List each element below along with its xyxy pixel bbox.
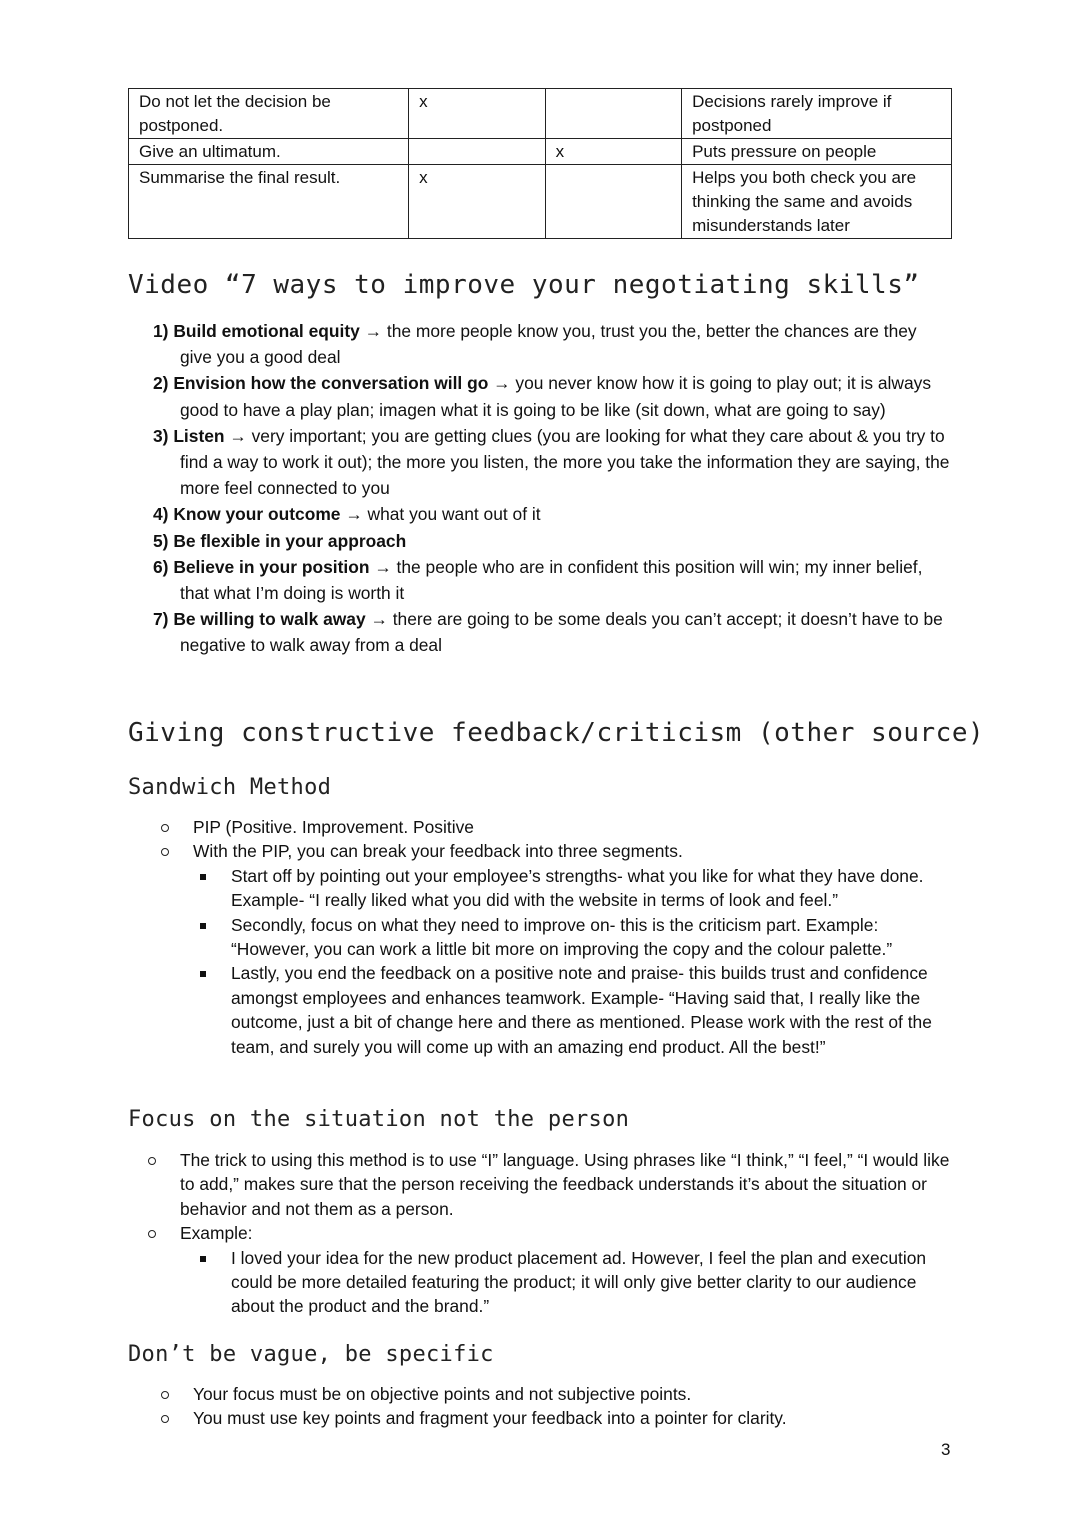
- square-bullet-icon: [200, 923, 206, 929]
- square-bullet-icon: [200, 971, 206, 977]
- point-text: The trick to using this method is to use “I” language. Using phrases like “I think,” “I feel,” “I would like to add,” makes sure that the person receiving the feedback understands it’s about the situation or behavior and not them as a person.: [180, 1150, 950, 1219]
- tip-number: 7): [153, 609, 169, 630]
- page-number: 3: [941, 1440, 951, 1459]
- list-item: [153, 423, 953, 502]
- sandwich-heading: Sandwich Method: [128, 775, 332, 800]
- list-item: [128, 913, 952, 962]
- list-item: [128, 815, 952, 839]
- tip-text: what you want out of it: [362, 504, 541, 525]
- subpoint-text: Lastly, you end the feedback on a positive note and praise- this builds trust and confidence amongst employees and enhances teamwork. Example- “Having said that, I really like the outcome, just a bit of change here and there as mentioned. Please work with the rest of the team, and surely you will come up with an amazing end product. All the best!”: [231, 963, 932, 1057]
- table-row: [129, 139, 952, 165]
- list-item: [128, 864, 952, 913]
- mark-cell: x: [545, 139, 681, 165]
- list-item: [128, 1246, 952, 1319]
- tip-number: 6): [153, 556, 169, 577]
- circle-bullet-icon: [148, 1230, 156, 1238]
- situation-list: [128, 1148, 952, 1319]
- subpoint-text: I loved your idea for the new product placement ad. However, I feel the plan and execution could be more detailed featuring the product; it will only give better clarity to our audience about the product and the brand.”: [231, 1247, 927, 1317]
- tip-title: Listen: [173, 425, 225, 446]
- tip-cell: Do not let the decision be postponed.: [129, 89, 409, 139]
- specific-list: [128, 1382, 952, 1431]
- note-cell: Decisions rarely improve if postponed: [682, 89, 952, 139]
- point-text: You must use key points and fragment your feedback into a pointer for clarity.: [193, 1408, 787, 1429]
- arrow-icon: →: [345, 504, 363, 525]
- list-item: [128, 1382, 952, 1406]
- table-row: [129, 165, 952, 239]
- list-item: [153, 318, 953, 370]
- tip-text: the people who are in confident this position will win; my inner belief, that what I’m doing is worth it: [180, 556, 923, 604]
- point-text: PIP (Positive. Improvement. Positive: [193, 817, 474, 837]
- tip-title: Be flexible in your approach: [173, 530, 407, 551]
- tip-number: 1): [153, 321, 169, 341]
- tip-text: you never know how it is going to play out; it is always good to have a play plan; imagen what it is going to be like (sit down, what are going to say): [180, 373, 932, 420]
- point-text: With the PIP, you can break your feedback into three segments.: [193, 841, 683, 862]
- list-item: [128, 961, 952, 1059]
- tip-title: Believe in your position: [173, 556, 370, 577]
- circle-bullet-icon: [161, 848, 169, 856]
- mark-cell: [409, 139, 545, 165]
- list-item: [153, 528, 953, 554]
- arrow-icon: →: [493, 373, 511, 394]
- circle-bullet-icon: [161, 1391, 169, 1399]
- video-heading: Video “7 ways to improve your negotiating skills”: [128, 270, 920, 300]
- list-item: [128, 1148, 952, 1221]
- mark-cell: [545, 165, 681, 239]
- tip-cell: Summarise the final result.: [129, 165, 409, 239]
- circle-bullet-icon: [161, 824, 169, 832]
- mark-cell: x: [409, 165, 545, 239]
- note-cell: Puts pressure on people: [682, 139, 952, 165]
- tip-title: Envision how the conversation will go: [173, 373, 489, 394]
- tip-cell: Give an ultimatum.: [129, 139, 409, 165]
- arrow-icon: →: [374, 556, 392, 577]
- square-bullet-icon: [200, 874, 206, 880]
- circle-bullet-icon: [148, 1157, 156, 1165]
- mark-cell: [545, 89, 681, 139]
- list-item: [128, 1406, 952, 1430]
- arrow-icon: →: [370, 609, 388, 630]
- situation-heading: Focus on the situation not the person: [128, 1107, 630, 1132]
- specific-heading: Don’t be vague, be specific: [128, 1342, 494, 1367]
- tip-text: there are going to be some deals you can’t accept; it doesn’t have to be negative to walk away from a deal: [180, 609, 943, 656]
- tip-number: 3): [153, 425, 169, 446]
- table-row: [129, 89, 952, 139]
- list-item: [128, 839, 952, 863]
- list-item: [153, 554, 953, 606]
- negotiating-tips-list: [153, 318, 953, 659]
- subpoint-text: Start off by pointing out your employee’s strengths- what you like for what they have done. Example- “I really liked what you did with the website in terms of look and feel.”: [231, 865, 924, 911]
- list-item: [153, 501, 953, 527]
- tip-number: 2): [153, 373, 169, 394]
- arrow-icon: →: [229, 425, 247, 446]
- negotiation-tips-table: [128, 88, 952, 239]
- tip-title: Know your outcome: [173, 504, 341, 525]
- point-text: Your focus must be on objective points and not subjective points.: [193, 1384, 692, 1404]
- tip-title: Build emotional equity: [173, 321, 360, 341]
- tip-number: 4): [153, 504, 169, 525]
- feedback-heading: Giving constructive feedback/criticism (other source): [128, 718, 985, 748]
- tip-text: the more people know you, trust you the, better the chances are they give you a good deal: [180, 321, 917, 368]
- note-cell: Helps you both check you are thinking the same and avoids misunderstands later: [682, 165, 952, 239]
- tip-title: Be willing to walk away: [173, 609, 366, 630]
- subpoint-text: Secondly, focus on what they need to improve on- this is the criticism part. Example: “However, you can work a little bit more on improving the copy and the colour palette.”: [231, 914, 893, 960]
- circle-bullet-icon: [161, 1415, 169, 1423]
- sandwich-list: [128, 815, 952, 1059]
- arrow-icon: →: [364, 321, 383, 341]
- tip-text: very important; you are getting clues (you are looking for what they care about & you try to find a way to work it out); the more you listen, the more you take the information they are saying, the more feel connected to you: [180, 425, 950, 499]
- mark-cell: x: [409, 89, 545, 139]
- point-text: Example:: [180, 1223, 253, 1244]
- list-item: [153, 606, 953, 658]
- list-item: [153, 370, 953, 422]
- tip-number: 5): [153, 530, 169, 551]
- list-item: [128, 1221, 952, 1245]
- square-bullet-icon: [200, 1256, 206, 1262]
